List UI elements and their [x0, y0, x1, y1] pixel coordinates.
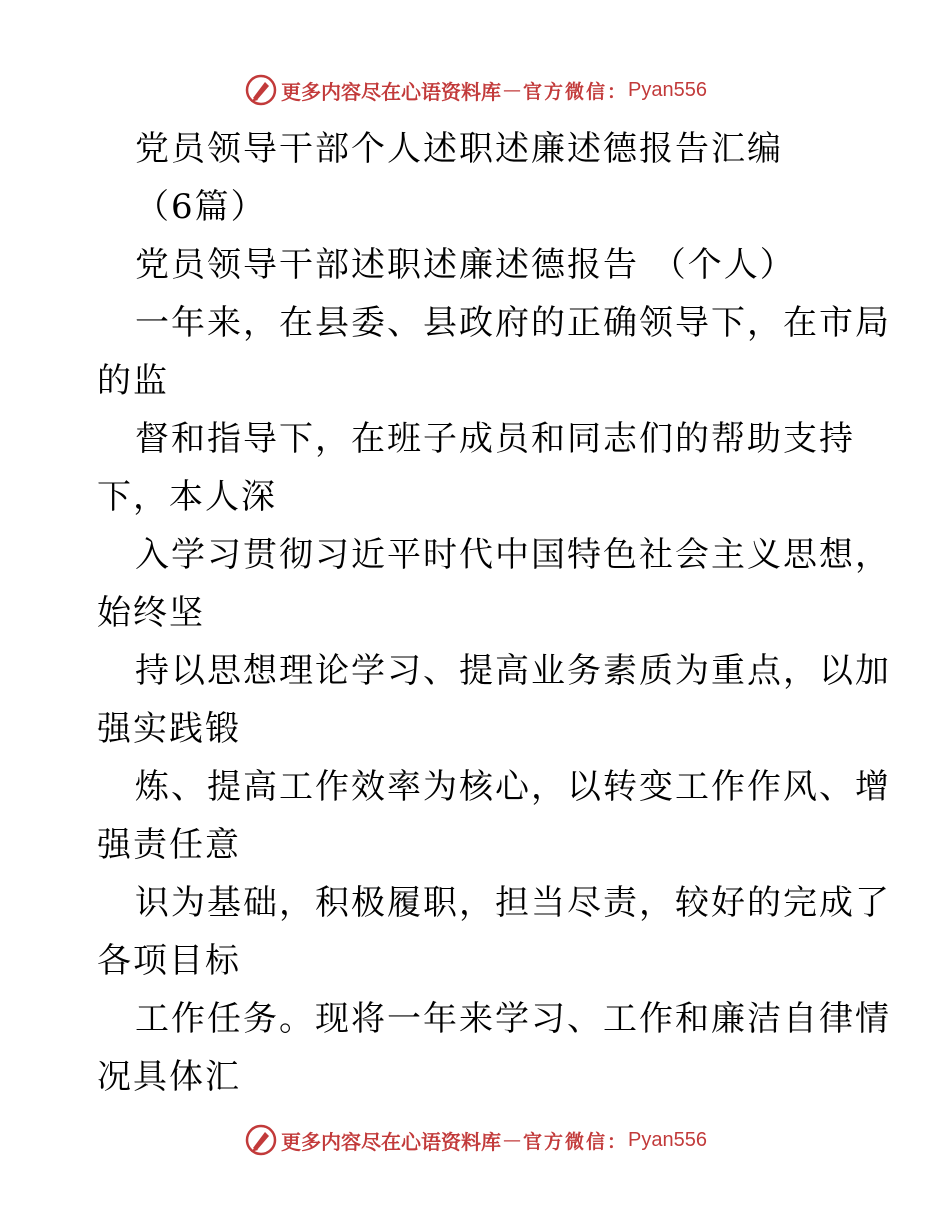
paragraph-line: 炼、提高工作效率为核心，以转变工作作风、增 — [135, 767, 891, 807]
paragraph-line: 始终坚 — [97, 593, 205, 633]
footer-watermark — [0, 1120, 950, 1160]
watermark-site-text: 更多内容尽在心语资料库 — [281, 1129, 501, 1154]
paragraph-line: 的监 — [97, 361, 169, 401]
header-watermark — [0, 70, 950, 110]
paragraph-line: 各项目标 — [97, 941, 241, 981]
paragraph-line: 一年来，在县委、县政府的正确领导下，在市局 — [135, 303, 891, 343]
watermark-account-id: Pyan556 — [628, 1128, 707, 1151]
paragraph-line: 识为基础，积极履职，担当尽责，较好的完成了 — [135, 883, 891, 923]
paragraph-line: 入学习贯彻习近平时代中国特色社会主义思想， — [135, 535, 891, 575]
document-title: 党员领导干部个人述职述廉述德报告汇编 — [135, 129, 783, 169]
watermark-separator: — — [503, 1129, 521, 1151]
watermark-official-text: 官方微信： — [523, 1130, 629, 1153]
paragraph-line: 强实践锻 — [97, 709, 241, 749]
paragraph-line: 强责任意 — [97, 825, 241, 865]
paragraph-line: 况具体汇 — [97, 1057, 241, 1097]
paragraph-line: 持以思想理论学习、提高业务素质为重点，以加 — [135, 651, 891, 691]
paragraph-line: 督和指导下，在班子成员和同志们的帮助支持 — [135, 419, 855, 459]
watermark-site-text: 更多内容尽在心语资料库 — [281, 79, 501, 104]
watermark-account-id: Pyan556 — [628, 78, 707, 101]
document-body — [97, 120, 891, 1106]
pen-logo-icon — [243, 1122, 279, 1158]
watermark-official-text: 官方微信： — [523, 80, 629, 103]
document-subtitle: （6篇） — [135, 187, 267, 227]
pen-logo-icon — [243, 72, 279, 108]
paragraph-line: 工作任务。现将一年来学习、工作和廉洁自律情 — [135, 999, 891, 1039]
section-heading: 党员领导干部述职述廉述德报告 （个人） — [135, 245, 796, 285]
paragraph-line: 下，本人深 — [97, 477, 277, 517]
watermark-separator: — — [503, 79, 521, 101]
